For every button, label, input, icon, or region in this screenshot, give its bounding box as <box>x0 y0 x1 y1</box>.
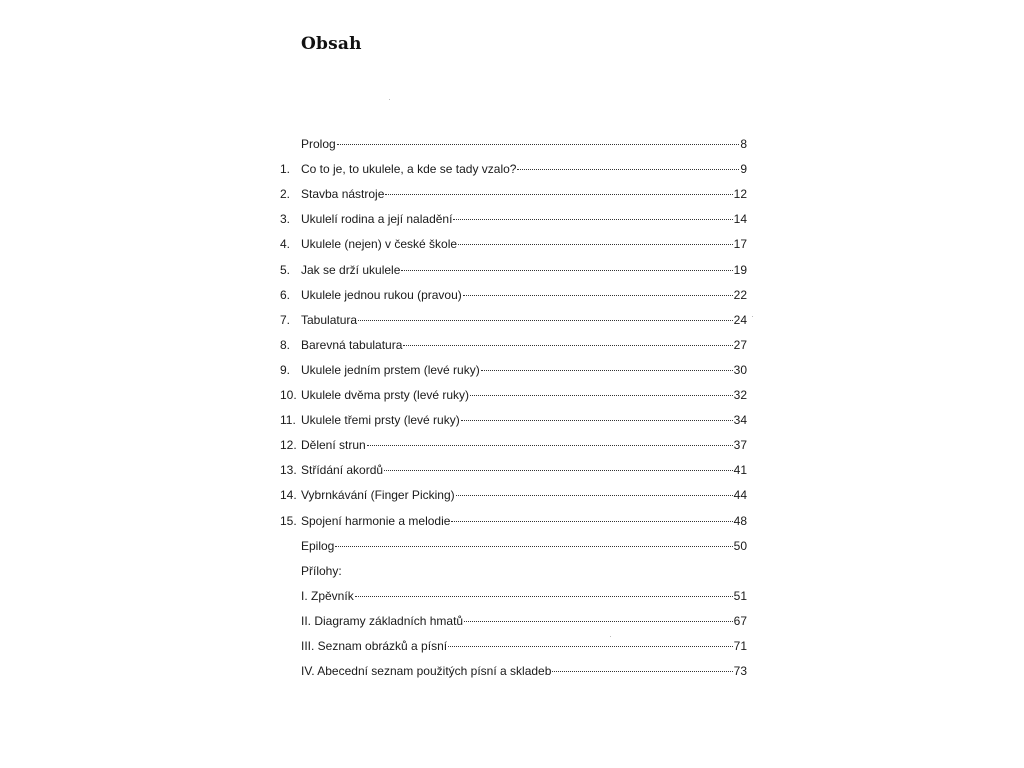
entry-page-number: 67 <box>733 613 747 628</box>
dot-leader <box>463 283 733 296</box>
appendix-heading <box>280 562 747 580</box>
toc-row[interactable] <box>280 261 747 279</box>
entry-page-number: 50 <box>733 538 747 553</box>
dot-leader <box>481 358 733 371</box>
entry-line <box>301 461 747 479</box>
entry-number: 12. <box>280 438 297 453</box>
dot-leader <box>517 157 739 170</box>
entry-line <box>301 311 747 329</box>
dot-leader <box>384 458 733 471</box>
entry-number: 13. <box>280 463 297 478</box>
entry-line <box>301 612 747 630</box>
toc-row[interactable] <box>280 286 747 304</box>
toc-row[interactable] <box>280 185 747 203</box>
dot-leader <box>401 258 732 271</box>
entry-page-number: 17 <box>733 237 747 252</box>
entry-page-number: 37 <box>733 438 747 453</box>
entry-number: 2. <box>280 187 291 202</box>
entry-page-number: 14 <box>733 212 747 227</box>
entry-page-number: 19 <box>733 262 747 277</box>
entry-line <box>301 662 747 680</box>
entry-label: Ukulele (nejen) v české škole <box>301 237 458 252</box>
entry-label: II. Diagramy základních hmatů <box>301 613 464 628</box>
entry-line <box>301 562 747 580</box>
appendix-row[interactable] <box>280 662 747 680</box>
entry-label: III. Seznam obrázků a písní <box>301 639 448 653</box>
toc-row[interactable] <box>280 160 747 178</box>
entry-page-number: 71 <box>733 639 747 653</box>
entry-line <box>301 261 747 279</box>
dot-leader <box>458 232 733 245</box>
entry-page-number: 22 <box>733 287 747 302</box>
scan-speck <box>610 636 611 637</box>
entry-number: 15. <box>280 513 297 528</box>
toc-row[interactable] <box>280 361 747 379</box>
toc-row[interactable] <box>280 235 747 253</box>
entry-line <box>301 135 747 153</box>
toc-row[interactable] <box>280 436 747 454</box>
toc-row[interactable] <box>280 336 747 354</box>
entry-label: Ukulele jedním prstem (levé ruky) <box>301 362 480 377</box>
entry-label: IV. Abecední seznam použitých písní a skladeb <box>301 664 552 679</box>
entry-label: I. Zpěvník <box>301 588 354 603</box>
toc-row[interactable] <box>280 386 747 404</box>
page-title: Obsah <box>301 34 362 54</box>
dot-leader <box>403 333 732 346</box>
dot-leader <box>358 308 733 321</box>
dot-leader <box>451 509 732 522</box>
entry-label: Co to je, to ukulele, a kde se tady vzalo? <box>301 162 517 177</box>
entry-line <box>301 512 747 530</box>
entry-label: Spojení harmonie a melodie <box>301 513 451 528</box>
entry-label: Ukulele dvěma prsty (levé ruky) <box>301 388 470 402</box>
entry-number: 6. <box>280 287 291 302</box>
dot-leader <box>461 408 733 421</box>
entry-number: 1. <box>280 162 291 177</box>
dot-leader <box>464 609 733 622</box>
dot-leader <box>552 659 732 672</box>
entry-line <box>301 587 747 605</box>
entry-label: Ukulele třemi prsty (levé ruky) <box>301 413 460 428</box>
dot-leader <box>448 634 733 647</box>
entry-label: Stavba nástroje <box>301 187 385 202</box>
toc-row[interactable] <box>280 461 747 479</box>
entry-page-number: 41 <box>733 463 747 478</box>
entry-page-number: 24 <box>733 312 747 327</box>
appendix-row[interactable] <box>280 637 747 655</box>
dot-leader <box>453 207 732 220</box>
entry-page-number: 8 <box>740 137 747 151</box>
entry-page-number: 12 <box>733 187 747 202</box>
dot-leader <box>470 383 733 396</box>
entry-label: Ukulelí rodina a její naladění <box>301 212 453 227</box>
dot-leader <box>335 534 732 547</box>
entry-page-number: 51 <box>733 588 747 603</box>
scan-speck <box>752 316 753 317</box>
entry-line <box>301 235 747 253</box>
entry-label: Jak se drží ukulele <box>301 262 401 277</box>
toc-row[interactable] <box>280 311 747 329</box>
entry-line <box>301 185 747 203</box>
entry-line <box>301 386 747 404</box>
entry-label: Barevná tabulatura <box>301 337 403 352</box>
entry-line <box>301 436 747 454</box>
entry-line <box>301 336 747 354</box>
entry-number: 14. <box>280 488 297 503</box>
entry-line <box>301 160 747 178</box>
entry-line <box>301 537 747 555</box>
entry-page-number: 48 <box>733 513 747 528</box>
entry-number: 10. <box>280 388 297 402</box>
toc-row[interactable] <box>280 210 747 228</box>
dot-leader <box>367 433 733 446</box>
toc-row[interactable] <box>280 486 747 504</box>
entry-label: Střídání akordů <box>301 463 384 478</box>
entry-line <box>301 486 747 504</box>
entry-number: 7. <box>280 312 291 327</box>
entry-page-number: 34 <box>733 413 747 428</box>
entry-label: Dělení strun <box>301 438 366 453</box>
entry-label: Přílohy: <box>301 563 342 578</box>
toc-row[interactable] <box>280 135 747 153</box>
scan-speck <box>389 99 390 100</box>
entry-number: 11. <box>280 413 296 428</box>
entry-line <box>301 286 747 304</box>
entry-page-number: 30 <box>733 362 747 377</box>
dot-leader <box>337 132 740 145</box>
toc-row[interactable] <box>280 537 747 555</box>
dot-leader <box>456 483 733 496</box>
entry-line <box>301 361 747 379</box>
entry-number: 5. <box>280 262 291 277</box>
entry-page-number: 44 <box>733 488 747 503</box>
entry-page-number: 73 <box>733 664 747 679</box>
appendix-row[interactable] <box>280 612 747 630</box>
entry-number: 9. <box>280 362 291 377</box>
entry-line <box>301 637 747 655</box>
entry-number: 3. <box>280 212 291 227</box>
entry-label: Vybrnkávání (Finger Picking) <box>301 488 455 503</box>
entry-page-number: 27 <box>733 337 747 352</box>
entry-label: Tabulatura <box>301 312 358 327</box>
dot-leader <box>385 182 732 195</box>
toc-row[interactable] <box>280 512 747 530</box>
appendix-row[interactable] <box>280 587 747 605</box>
entry-label: Epilog <box>301 538 335 553</box>
entry-label: Ukulele jednou rukou (pravou) <box>301 287 462 302</box>
entry-number: 4. <box>280 237 291 252</box>
entry-page-number: 32 <box>733 388 747 402</box>
entry-line <box>301 210 747 228</box>
entry-number: 8. <box>280 337 291 352</box>
dot-leader <box>355 584 733 597</box>
entry-label: Prolog <box>301 137 336 151</box>
toc-row[interactable] <box>280 411 747 429</box>
entry-line <box>301 411 747 429</box>
entry-page-number: 9 <box>740 162 747 177</box>
